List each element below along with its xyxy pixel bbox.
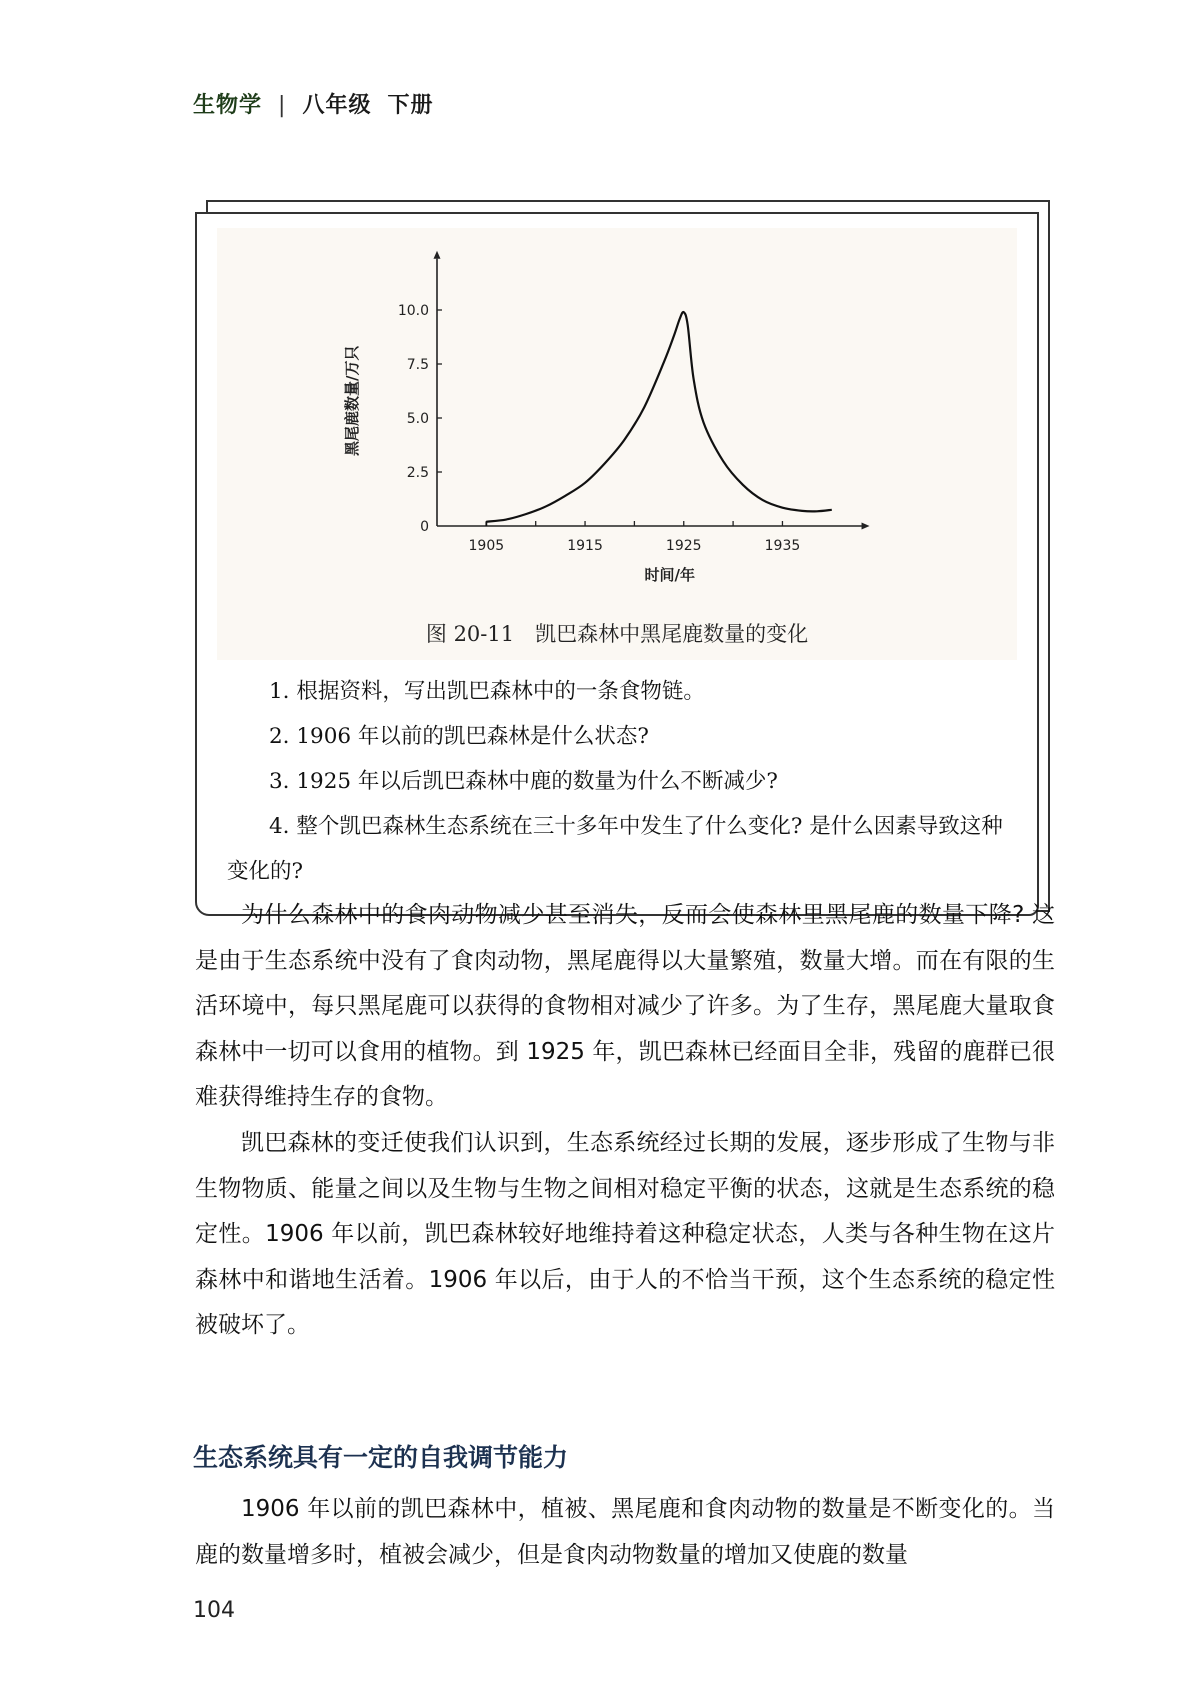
x-tick-label: 1915 (567, 538, 603, 554)
y-tick-label: 2.5 (406, 465, 429, 481)
paragraph: 1906 年以前的凯巴森林中，植被、黑尾鹿和食肉动物的数量是不断变化的。当鹿的数量增多时，植被会减少，但是食肉动物数量的增加又使鹿的数量 (195, 1496, 1055, 1568)
x-tick-label: 1905 (468, 538, 505, 554)
question-item: 3. 1925 年以后凯巴森林中鹿的数量为什么不断减少? (269, 769, 778, 794)
question-item: 1. 根据资料，写出凯巴森林中的一条食物链。 (269, 679, 705, 704)
question-item: 4. 整个凯巴森林生态系统在三十多年中发生了什么变化? 是什么因素导致这种变化的? (227, 814, 1003, 884)
deer-population-line (486, 312, 831, 522)
body-paragraph-3 (195, 1487, 1055, 1578)
x-tick-label: 1935 (764, 538, 801, 554)
body-paragraph-1 (195, 893, 1055, 1121)
y-axis-label: 黑尾鹿数量/万只 (343, 345, 361, 456)
subject-title: 生物学 (193, 93, 263, 118)
running-header (193, 88, 433, 119)
figure-panel (217, 228, 1017, 660)
page-number: 104 (193, 1598, 235, 1623)
deer-population-chart (217, 228, 1017, 608)
activity-box (195, 212, 1039, 916)
question-item: 2. 1906 年以前的凯巴森林是什么状态? (269, 724, 649, 749)
header-separator: | (278, 93, 287, 118)
paragraph: 凯巴森林的变迁使我们认识到，生态系统经过长期的发展，逐步形成了生物与非生物物质、能量之间以及生物与生物之间相对稳定平衡的状态，这就是生态系统的稳定性。1906 年以前，凯巴森林较好地维持着这种稳定状态，人类与各种生物在这片森林中和谐地生活着。1906 年以后，由于人的不恰当干预，这个生态系统的稳定性被破坏了。 (195, 1130, 1055, 1338)
question-list (227, 669, 1017, 894)
x-axis-arrow (862, 523, 870, 530)
y-tick-label: 0 (420, 519, 429, 535)
x-axis-label: 时间/年 (644, 566, 695, 584)
y-axis-arrow (434, 251, 441, 259)
body-paragraph-2 (195, 1121, 1055, 1349)
volume-label: 下册 (387, 93, 434, 118)
x-tick-label: 1925 (665, 538, 702, 554)
grade-label: 八年级 (302, 93, 372, 118)
paragraph: 为什么森林中的食肉动物减少甚至消失，反而会使森林里黑尾鹿的数量下降? 这是由于生态系统中没有了食肉动物，黑尾鹿得以大量繁殖，数量大增。而在有限的生活环境中，每只黑尾鹿可以获得的食物相对减少了许多。为了生存，黑尾鹿大量取食森林中一切可以食用的植物。到 1925 年，凯巴森林已经面目全非，残留的鹿群已很难获得维持生存的食物。 (195, 902, 1055, 1110)
y-tick-label: 5.0 (406, 411, 429, 427)
section-heading: 生态系统具有一定的自我调节能力 (193, 1443, 569, 1472)
y-tick-label: 7.5 (406, 357, 429, 373)
figure-caption: 图 20-11 凯巴森林中黑尾鹿数量的变化 (425, 622, 809, 646)
y-tick-label: 10.0 (397, 303, 429, 319)
